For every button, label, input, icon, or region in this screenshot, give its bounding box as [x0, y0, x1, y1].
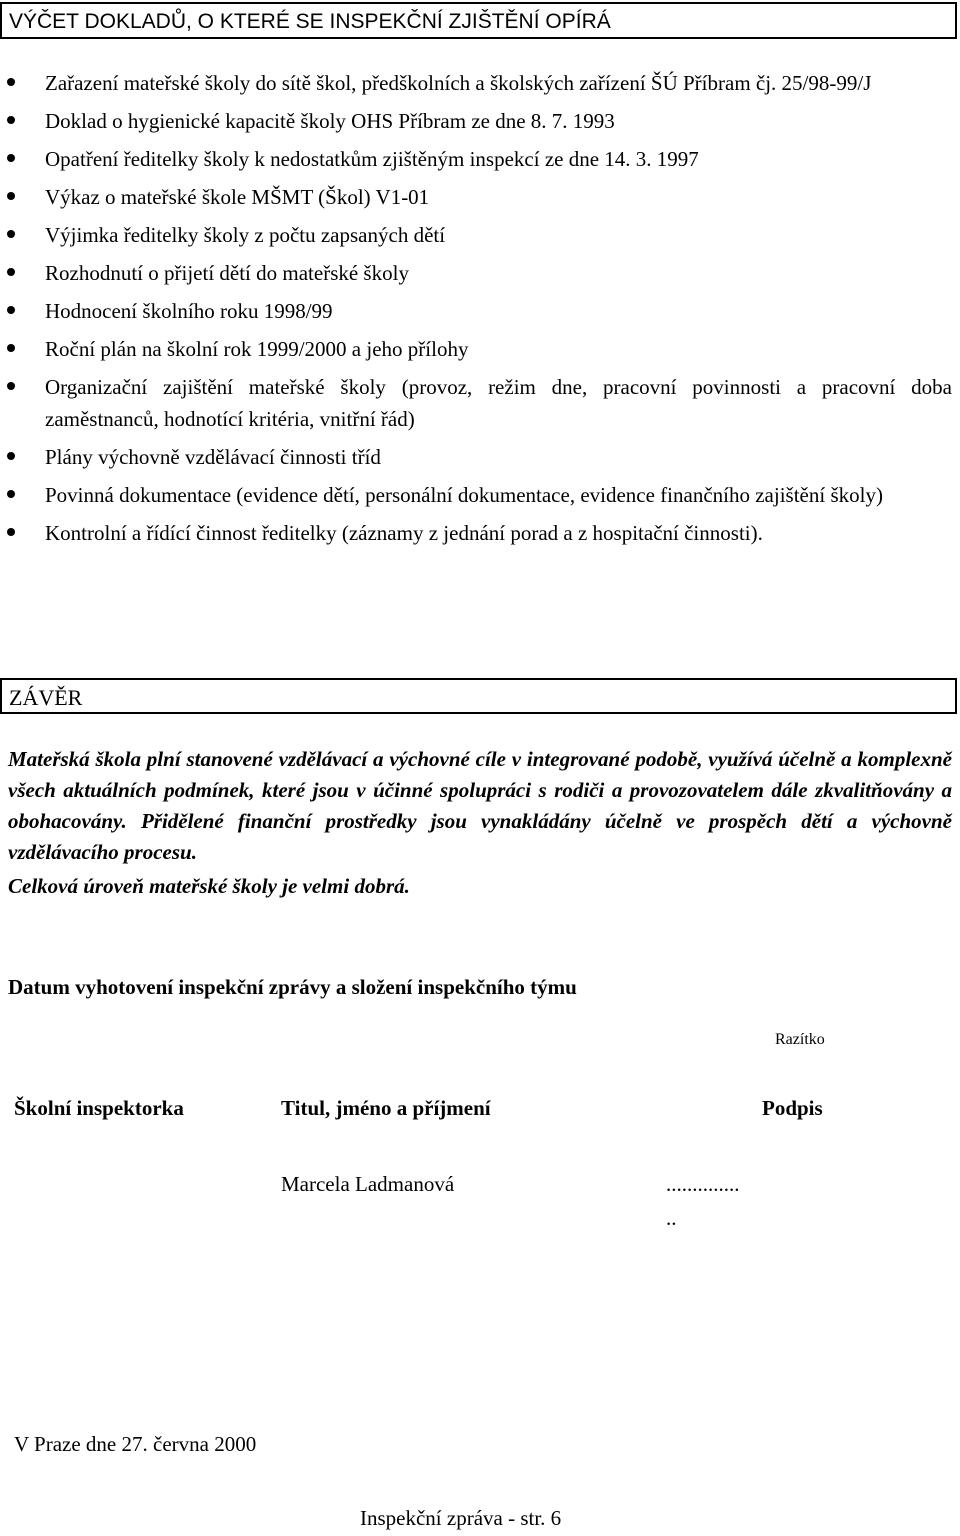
place-date: V Praze dne 27. června 2000 [14, 1432, 257, 1456]
document-text: Roční plán na školní rok 1999/2000 a jeho přílohy [45, 337, 469, 361]
document-list-item [0, 441, 960, 473]
document-list-item [0, 67, 960, 99]
document-text: Výjimka ředitelky školy z počtu zapsaných dětí [45, 223, 446, 247]
document-list-item [0, 181, 960, 213]
column-header-signature: Podpis [762, 1096, 823, 1120]
conclusion-text: Mateřská škola plní stanovené vzdělávací a výchovné cíle v integrované podobě, využívá účelně a komplexně všech aktuálních podmínek, které jsou v účinné spolupráci s rodiči a provozovatelem dále zkvalitňovány a obohacovány. Přidělené finanční prostředky jsou vynakládány účelně ve prospěch dětí a výchovně vzdělávacího procesu. [8, 747, 952, 864]
signature-line-continuation: .. [666, 1206, 677, 1230]
document-text: Opatření ředitelky školy k nedostatkům zjištěným inspekcí ze dne 14. 3. 1997 [45, 147, 699, 171]
documents-list [0, 67, 960, 555]
document-list-item [0, 295, 960, 327]
bullet-icon [7, 230, 15, 238]
bullet-icon [7, 382, 15, 390]
bullet-icon [7, 452, 15, 460]
stamp-label: Razítko [775, 1031, 825, 1048]
bullet-icon [7, 78, 15, 86]
bullet-icon [7, 490, 15, 498]
document-text: Rozhodnutí o přijetí dětí do mateřské školy [45, 261, 409, 285]
document-list-item [0, 333, 960, 365]
inspector-name: Marcela Ladmanová [281, 1172, 455, 1196]
document-text: Zařazení mateřské školy do sítě škol, předškolních a školských zařízení ŠÚ Příbram čj. 25/98-99/J [45, 71, 872, 95]
column-header-inspector: Školní inspektorka [14, 1096, 184, 1120]
bullet-icon [7, 306, 15, 314]
document-list-item [0, 479, 960, 511]
bullet-icon [7, 116, 15, 124]
bullet-icon [7, 192, 15, 200]
signature-line: .............. [666, 1172, 740, 1196]
section-heading-conclusion: ZÁVĚR [0, 678, 957, 714]
document-text: Výkaz o mateřské škole MŠMT (Škol) V1-01 [45, 185, 430, 209]
document-list-item [0, 143, 960, 175]
bullet-icon [7, 528, 15, 536]
document-list-item [0, 219, 960, 251]
bullet-icon [7, 344, 15, 352]
document-text: Organizační zajištění mateřské školy (provoz, režim dne, pracovní povinnosti a pracovní doba zaměstnanců, hodnotící kritéria, vnitřní řád) [45, 375, 952, 431]
document-list-item [0, 105, 960, 137]
document-text: Hodnocení školního roku 1998/99 [45, 299, 333, 323]
bullet-icon [7, 154, 15, 162]
conclusion-overall: Celková úroveň mateřské školy je velmi dobrá. [8, 874, 410, 898]
page-footer: Inspekční zpráva - str. 6 [360, 1506, 562, 1530]
bullet-icon [7, 268, 15, 276]
document-list-item [0, 257, 960, 289]
document-text: Plány výchovně vzdělávací činnosti tříd [45, 445, 381, 469]
document-list-item [0, 517, 960, 549]
column-header-name: Titul, jméno a příjmení [281, 1096, 491, 1120]
document-list-item [0, 371, 960, 435]
section-heading-documents: VÝČET DOKLADŮ, O KTERÉ SE INSPEKČNÍ ZJIŠTĚNÍ OPÍRÁ [0, 2, 957, 39]
document-text: Povinná dokumentace (evidence dětí, personální dokumentace, evidence finančního zajištění školy) [45, 483, 883, 507]
document-text: Kontrolní a řídící činnost ředitelky (záznamy z jednání porad a z hospitační činnosti). [45, 521, 763, 545]
document-text: Doklad o hygienické kapacitě školy OHS Příbram ze dne 8. 7. 1993 [45, 109, 615, 133]
team-heading: Datum vyhotovení inspekční zprávy a složení inspekčního týmu [8, 975, 577, 999]
